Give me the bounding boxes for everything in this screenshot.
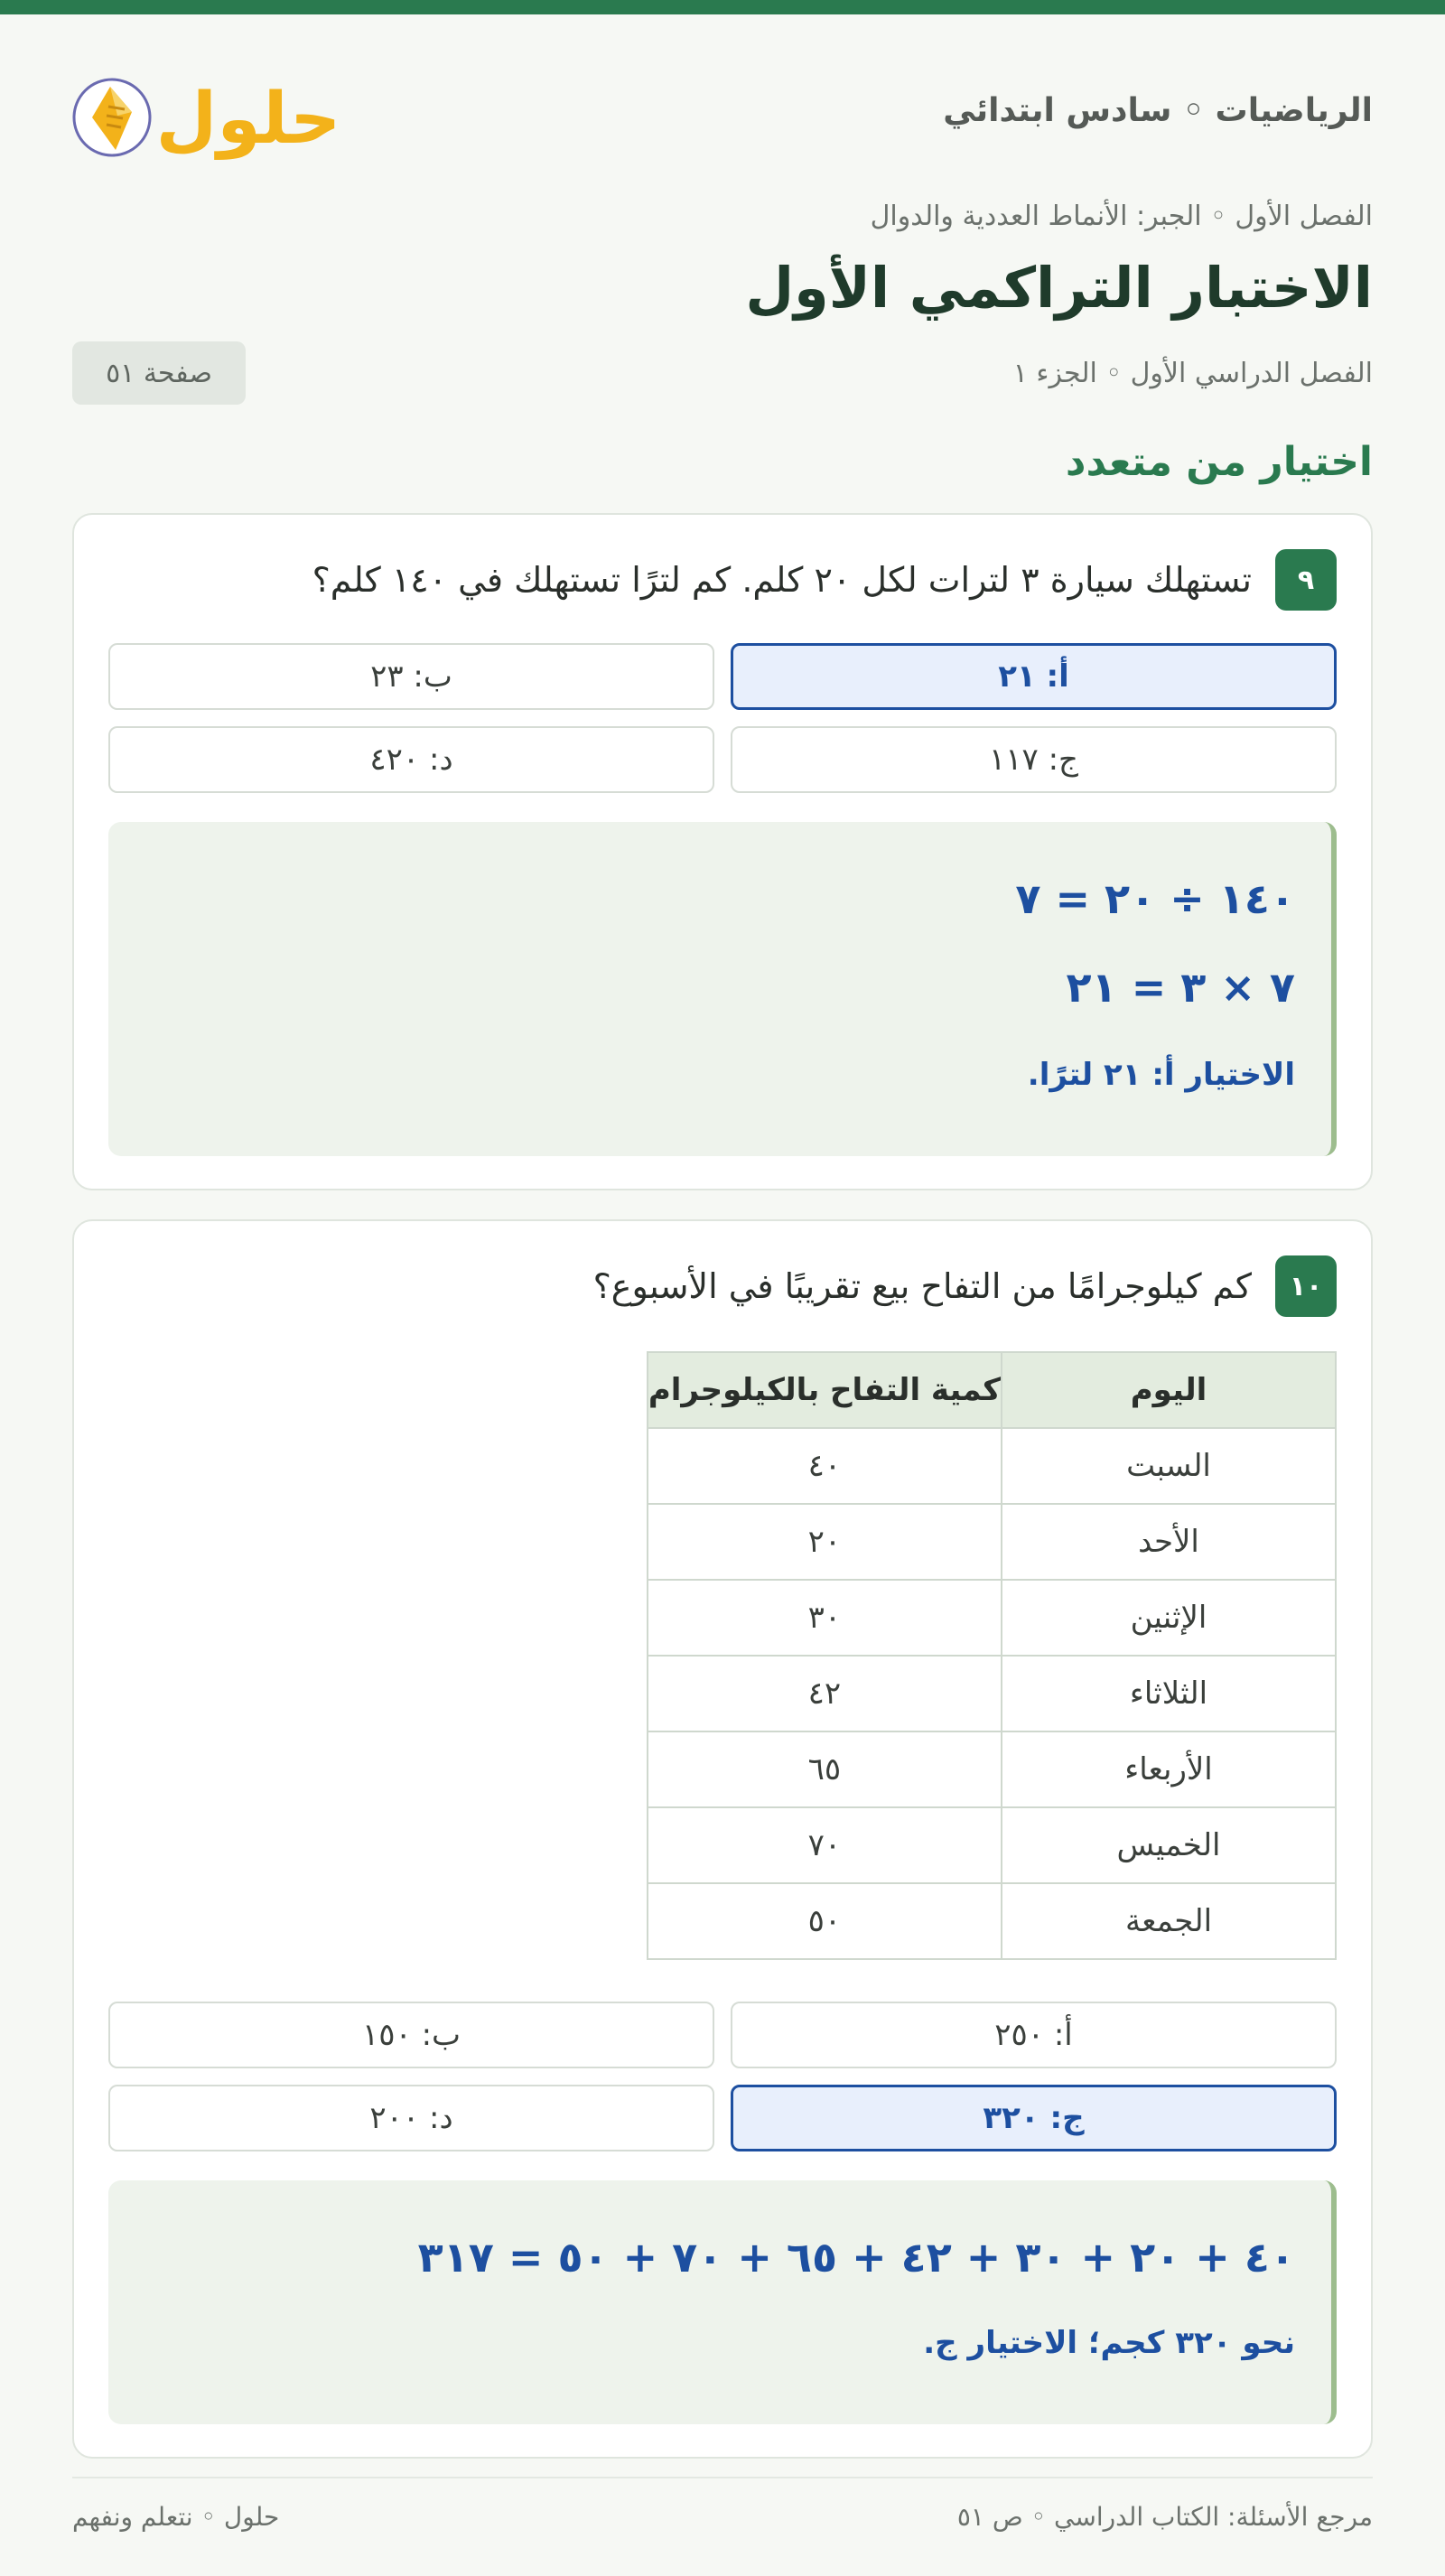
solution-note: الاختيار أ: ٢١ لترًا. [1027,1057,1295,1093]
table-cell-day: الإثنين [1002,1580,1336,1656]
table-row [648,1883,1336,1959]
table-cell-amount: ٧٠ [648,1807,1002,1883]
solution-equation-2: ٧ × ٣ = ٢١ [1066,963,1295,1012]
top-accent-bar [0,0,1445,14]
table-row [648,1504,1336,1580]
footer-reference: مرجع الأسئلة: الكتاب الدراسي ◦ ص ٥١ [956,2502,1373,2532]
table-cell-day: الخميس [1002,1807,1336,1883]
semester-label: الفصل الدراسي الأول ◦ الجزء ١ [1012,358,1373,389]
table-header-row [648,1352,1336,1428]
option-b[interactable]: ب: ١٥٠ [108,2002,714,2068]
answer-options [108,2002,1337,2151]
question-card-10 [72,1219,1373,2459]
page [72,14,1373,2361]
option-c[interactable]: ج: ٣٢٠ [731,2085,1337,2151]
option-d[interactable]: د: ٤٢٠ [108,726,714,793]
table-cell-amount: ٤٠ [648,1428,1002,1504]
question-header [593,1255,1337,1317]
column-header-day: اليوم [1002,1352,1336,1428]
table-cell-amount: ٤٢ [648,1656,1002,1731]
page-title: الاختبار التراكمي الأول [745,255,1373,321]
chapter-label: الفصل الأول ◦ الجبر: الأنماط العددية والدوال [870,201,1373,232]
table-cell-day: الجمعة [1002,1883,1336,1959]
table-cell-amount: ٥٠ [648,1883,1002,1959]
option-c[interactable]: ج: ١١٧ [731,726,1337,793]
option-a[interactable]: أ: ٢١ [731,643,1337,710]
question-number: ٩ [1275,549,1337,611]
option-b[interactable]: ب: ٢٣ [108,643,714,710]
logo-text: حلول [155,79,341,160]
table-cell-amount: ٦٥ [648,1731,1002,1807]
solution-equation-1: ٤٠ + ٢٠ + ٣٠ + ٤٢ + ٦٥ + ٧٠ + ٥٠ = ٣١٧ [417,2233,1295,2282]
footer-brand: حلول ◦ نتعلم ونفهم [72,2502,280,2532]
question-text: تستهلك سيارة ٣ لترات لكل ٢٠ كلم. كم لترًا تستهلك في ١٤٠ كلم؟ [312,560,1252,600]
table-row [648,1731,1336,1807]
question-card-9 [72,513,1373,1190]
data-table [647,1351,1337,1960]
solution-box [108,822,1337,1156]
table-cell-amount: ٢٠ [648,1504,1002,1580]
table-cell-day: السبت [1002,1428,1336,1504]
table-row [648,1656,1336,1731]
section-title: اختيار من متعدد [1065,439,1373,485]
page-number-badge: صفحة ٥١ [72,341,246,405]
subject-label: الرياضيات ◦ سادس ابتدائي [943,92,1373,129]
solution-box [108,2180,1337,2424]
question-number: ١٠ [1275,1255,1337,1317]
option-d[interactable]: د: ٢٠٠ [108,2085,714,2151]
brand-logo-graphic [72,60,343,168]
column-header-amount: كمية التفاح بالكيلوجرام [648,1352,1002,1428]
table-row [648,1580,1336,1656]
answer-options [108,643,1337,793]
question-header [312,549,1337,611]
table-cell-day: الأحد [1002,1504,1336,1580]
footer-divider [72,2477,1373,2478]
solution-equation-1: ١٤٠ ÷ ٢٠ = ٧ [1015,874,1295,923]
question-text: كم كيلوجرامًا من التفاح بيع تقريبًا في الأسبوع؟ [592,1266,1252,1306]
table-cell-amount: ٣٠ [648,1580,1002,1656]
table-cell-day: الثلاثاء [1002,1656,1336,1731]
option-a[interactable]: أ: ٢٥٠ [731,2002,1337,2068]
table-row [648,1428,1336,1504]
solution-note: نحو ٣٢٠ كجم؛ الاختيار ج. [923,2325,1295,2361]
table-row [648,1807,1336,1883]
brand-logo [72,60,343,168]
table-cell-day: الأربعاء [1002,1731,1336,1807]
